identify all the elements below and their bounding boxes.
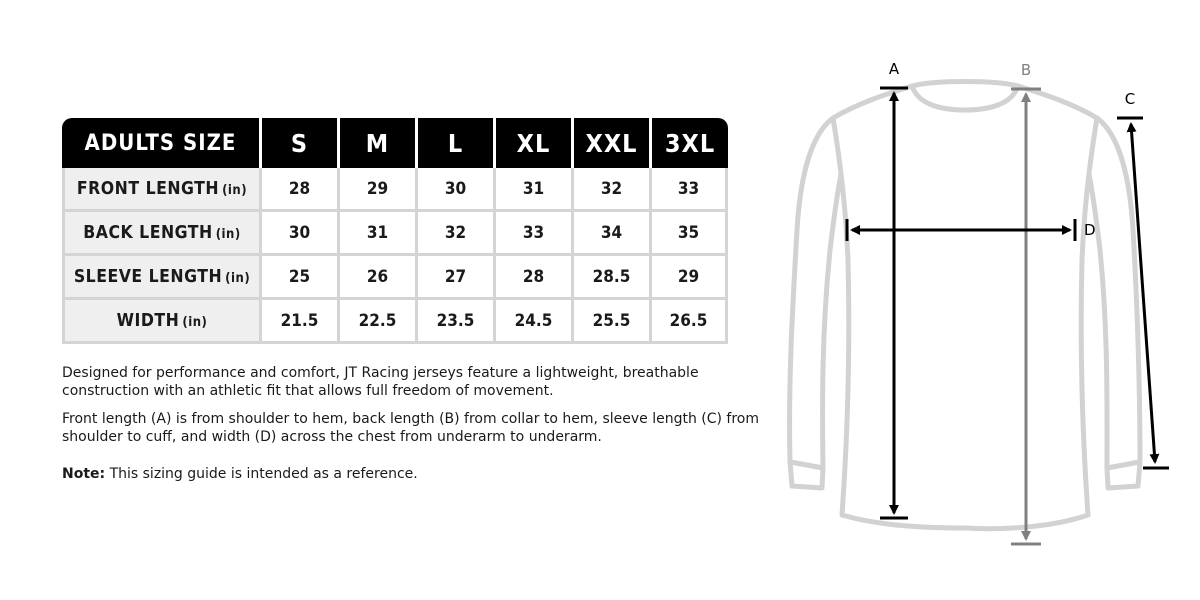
header-size-3xl: 3XL xyxy=(649,118,728,168)
right-cuff xyxy=(1107,462,1140,488)
table-cell: 29 xyxy=(649,256,728,300)
table-cell: 32 xyxy=(415,212,493,256)
row-label-text: BACK LENGTH xyxy=(83,222,213,243)
row-label-unit: (in) xyxy=(225,270,251,286)
table-cell: 22.5 xyxy=(337,300,415,344)
note-paragraph xyxy=(62,465,762,483)
table-cell: 32 xyxy=(571,168,649,212)
table-cell: 30 xyxy=(259,212,337,256)
table-cell: 34 xyxy=(571,212,649,256)
row-label-unit: (in) xyxy=(215,226,241,242)
table-cell: 26.5 xyxy=(649,300,728,344)
row-label-unit: (in) xyxy=(222,182,248,198)
jersey-illustration xyxy=(770,40,1190,600)
table-cell: 21.5 xyxy=(259,300,337,344)
header-size-s: S xyxy=(259,118,337,168)
row-label-text: WIDTH xyxy=(116,310,180,331)
jersey-measurement-diagram xyxy=(770,40,1190,600)
table-cell: 33 xyxy=(493,212,571,256)
table-cell: 28.5 xyxy=(571,256,649,300)
label-d: D xyxy=(1084,221,1096,239)
jersey-body xyxy=(833,86,1097,529)
row-label-width xyxy=(62,300,259,344)
table-row-back-length xyxy=(62,212,728,256)
row-label-text: SLEEVE LENGTH xyxy=(73,266,223,287)
header-size-xl: XL xyxy=(493,118,571,168)
table-cell: 35 xyxy=(649,212,728,256)
header-size-xxl: XXL xyxy=(571,118,649,168)
row-label-sleeve-length xyxy=(62,256,259,300)
header-row xyxy=(62,118,728,168)
table-cell: 31 xyxy=(337,212,415,256)
table-row-sleeve-length xyxy=(62,256,728,300)
label-b: B xyxy=(1020,61,1032,79)
table-row-front-length xyxy=(62,168,728,212)
table-cell: 25.5 xyxy=(571,300,649,344)
table-cell: 30 xyxy=(415,168,493,212)
note-text: This sizing guide is intended as a reference. xyxy=(105,466,418,482)
header-size-l: L xyxy=(415,118,493,168)
table-cell: 33 xyxy=(649,168,728,212)
jersey-collar xyxy=(912,82,1018,111)
jersey-outline xyxy=(790,82,1140,529)
table-cell: 31 xyxy=(493,168,571,212)
note-label: Note: xyxy=(62,466,106,482)
label-c: C xyxy=(1124,90,1136,108)
header-adults-size: ADULTS SIZE xyxy=(62,118,259,168)
table-cell: 25 xyxy=(259,256,337,300)
table-cell: 26 xyxy=(337,256,415,300)
description-text: Designed for performance and comfort, JT Racing jerseys feature a lightweight, breathable construction with an athletic fit that allows full freedom of movement. xyxy=(62,365,699,399)
table-cell: 29 xyxy=(337,168,415,212)
header-size-m: M xyxy=(337,118,415,168)
row-label-text: FRONT LENGTH xyxy=(76,178,220,199)
row-label-unit: (in) xyxy=(182,314,208,330)
label-a: A xyxy=(888,60,900,78)
table-cell: 28 xyxy=(493,256,571,300)
table-cell: 23.5 xyxy=(415,300,493,344)
table-row-width xyxy=(62,300,728,344)
measurement-guide-text: Front length (A) is from shoulder to hem, back length (B) from collar to hem, sleeve length (C) from shoulder to cuff, and width (D) across the chest from underarm to underarm. xyxy=(62,411,760,445)
row-label-front-length xyxy=(62,168,259,212)
table-cell: 24.5 xyxy=(493,300,571,344)
table-cell: 27 xyxy=(415,256,493,300)
table-cell: 28 xyxy=(259,168,337,212)
left-cuff xyxy=(790,462,823,488)
row-label-back-length xyxy=(62,212,259,256)
size-chart-table xyxy=(62,118,728,344)
